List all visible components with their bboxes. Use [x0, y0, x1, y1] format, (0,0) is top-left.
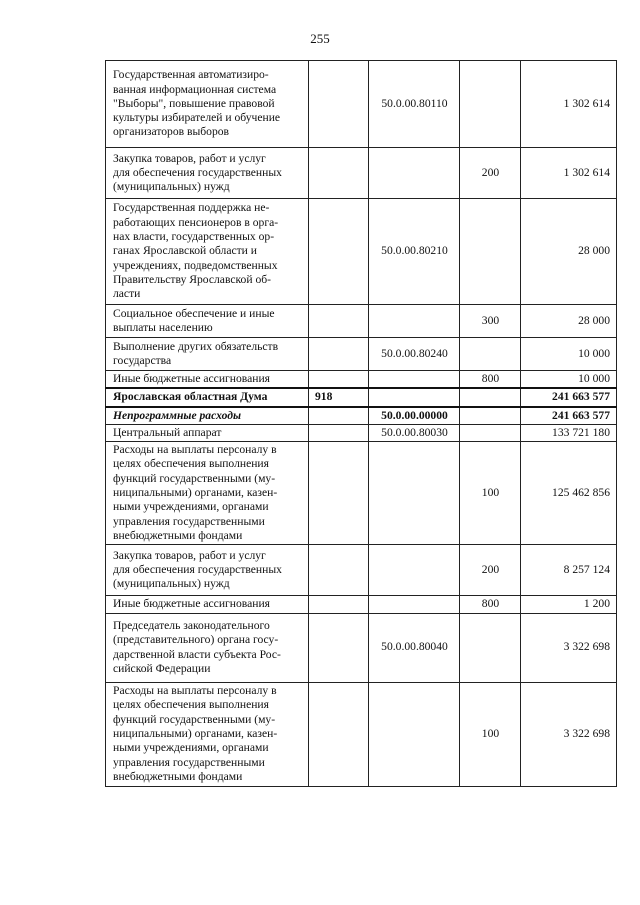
row-amount-cell: 3 322 698: [521, 613, 617, 682]
row-name-cell: Государственная автоматизиро- ванная информационная система "Выборы", повышение правовой культуры избирателей и обучение организаторов выборов: [106, 61, 309, 148]
row-name-cell: Непрограммные расходы: [106, 407, 309, 425]
row-department-code-cell: [309, 596, 369, 613]
row-department-code-cell: [309, 338, 369, 371]
row-name-cell: Государственная поддержка не- работающих пенсионеров в орга- нах власти, государственных ор- ганах Ярославской области и учреждениях, подведомственных Правительству Ярославской об- ласти: [106, 199, 309, 305]
table-row: [106, 371, 617, 389]
row-name-cell: Закупка товаров, работ и услуг для обеспечения государственных (муниципальных) нужд: [106, 545, 309, 596]
row-target-article-cell: [369, 682, 460, 786]
row-amount-cell: 1 302 614: [521, 61, 617, 148]
row-expense-type-cell: 800: [460, 371, 521, 389]
budget-table-body: [106, 61, 617, 787]
row-expense-type-cell: 100: [460, 442, 521, 545]
row-name-cell: Иные бюджетные ассигнования: [106, 371, 309, 389]
row-department-code-cell: [309, 424, 369, 441]
row-target-article-cell: [369, 545, 460, 596]
row-target-article-cell: 50.0.00.00000: [369, 407, 460, 425]
row-amount-cell: 28 000: [521, 199, 617, 305]
table-row: [106, 199, 617, 305]
row-name-cell: Председатель законодательного (представительного) органа госу- дарственной власти субъекта Рос- сийской Федерации: [106, 613, 309, 682]
row-expense-type-cell: [460, 61, 521, 148]
row-expense-type-cell: [460, 407, 521, 425]
table-row: [106, 545, 617, 596]
table-row: [106, 61, 617, 148]
row-expense-type-cell: [460, 424, 521, 441]
row-department-code-cell: [309, 682, 369, 786]
row-expense-type-cell: 100: [460, 682, 521, 786]
row-amount-cell: 133 721 180: [521, 424, 617, 441]
row-name-cell: Расходы на выплаты персоналу в целях обеспечения выполнения функций государственными (му- ниципальными) органами, казен- ными учреждениями, органами управления государственными внебюджетными фондами: [106, 442, 309, 545]
table-row: [106, 338, 617, 371]
row-expense-type-cell: 200: [460, 545, 521, 596]
row-amount-cell: 241 663 577: [521, 388, 617, 406]
row-department-code-cell: [309, 199, 369, 305]
row-amount-cell: 1 302 614: [521, 148, 617, 199]
row-expense-type-cell: [460, 388, 521, 406]
row-name-cell: Центральный аппарат: [106, 424, 309, 441]
table-row: [106, 305, 617, 338]
row-name-cell: Закупка товаров, работ и услуг для обеспечения государственных (муниципальных) нужд: [106, 148, 309, 199]
table-row: [106, 424, 617, 441]
row-target-article-cell: 50.0.00.80030: [369, 424, 460, 441]
row-name-cell: Социальное обеспечение и иные выплаты населению: [106, 305, 309, 338]
row-expense-type-cell: [460, 613, 521, 682]
row-target-article-cell: [369, 596, 460, 613]
row-amount-cell: 1 200: [521, 596, 617, 613]
row-name-cell: Иные бюджетные ассигнования: [106, 596, 309, 613]
row-amount-cell: 10 000: [521, 338, 617, 371]
row-amount-cell: 10 000: [521, 371, 617, 389]
row-name-cell: Выполнение других обязательств государства: [106, 338, 309, 371]
budget-table: [105, 60, 617, 787]
row-target-article-cell: [369, 305, 460, 338]
row-amount-cell: 241 663 577: [521, 407, 617, 425]
row-target-article-cell: [369, 371, 460, 389]
row-expense-type-cell: [460, 338, 521, 371]
row-department-code-cell: 918: [309, 388, 369, 406]
row-amount-cell: 125 462 856: [521, 442, 617, 545]
row-target-article-cell: [369, 388, 460, 406]
row-department-code-cell: [309, 148, 369, 199]
row-department-code-cell: [309, 407, 369, 425]
row-name-cell: Расходы на выплаты персоналу в целях обеспечения выполнения функций государственными (му- ниципальными) органами, казен- ными учреждениями, органами управления государственными внебюджетными фондами: [106, 682, 309, 786]
row-target-article-cell: [369, 442, 460, 545]
table-row: [106, 442, 617, 545]
row-target-article-cell: 50.0.00.80210: [369, 199, 460, 305]
row-department-code-cell: [309, 371, 369, 389]
row-amount-cell: 8 257 124: [521, 545, 617, 596]
table-row: [106, 613, 617, 682]
row-department-code-cell: [309, 613, 369, 682]
row-department-code-cell: [309, 442, 369, 545]
row-expense-type-cell: 800: [460, 596, 521, 613]
row-expense-type-cell: 200: [460, 148, 521, 199]
row-amount-cell: 28 000: [521, 305, 617, 338]
table-row: [106, 682, 617, 786]
table-row: [106, 388, 617, 406]
row-target-article-cell: [369, 148, 460, 199]
row-target-article-cell: 50.0.00.80110: [369, 61, 460, 148]
page-number: 255: [310, 31, 330, 46]
table-row: [106, 407, 617, 425]
row-name-cell: Ярославская областная Дума: [106, 388, 309, 406]
row-expense-type-cell: 300: [460, 305, 521, 338]
row-target-article-cell: 50.0.00.80040: [369, 613, 460, 682]
row-department-code-cell: [309, 305, 369, 338]
table-row: [106, 148, 617, 199]
row-department-code-cell: [309, 61, 369, 148]
row-amount-cell: 3 322 698: [521, 682, 617, 786]
row-expense-type-cell: [460, 199, 521, 305]
row-department-code-cell: [309, 545, 369, 596]
row-target-article-cell: 50.0.00.80240: [369, 338, 460, 371]
table-row: [106, 596, 617, 613]
